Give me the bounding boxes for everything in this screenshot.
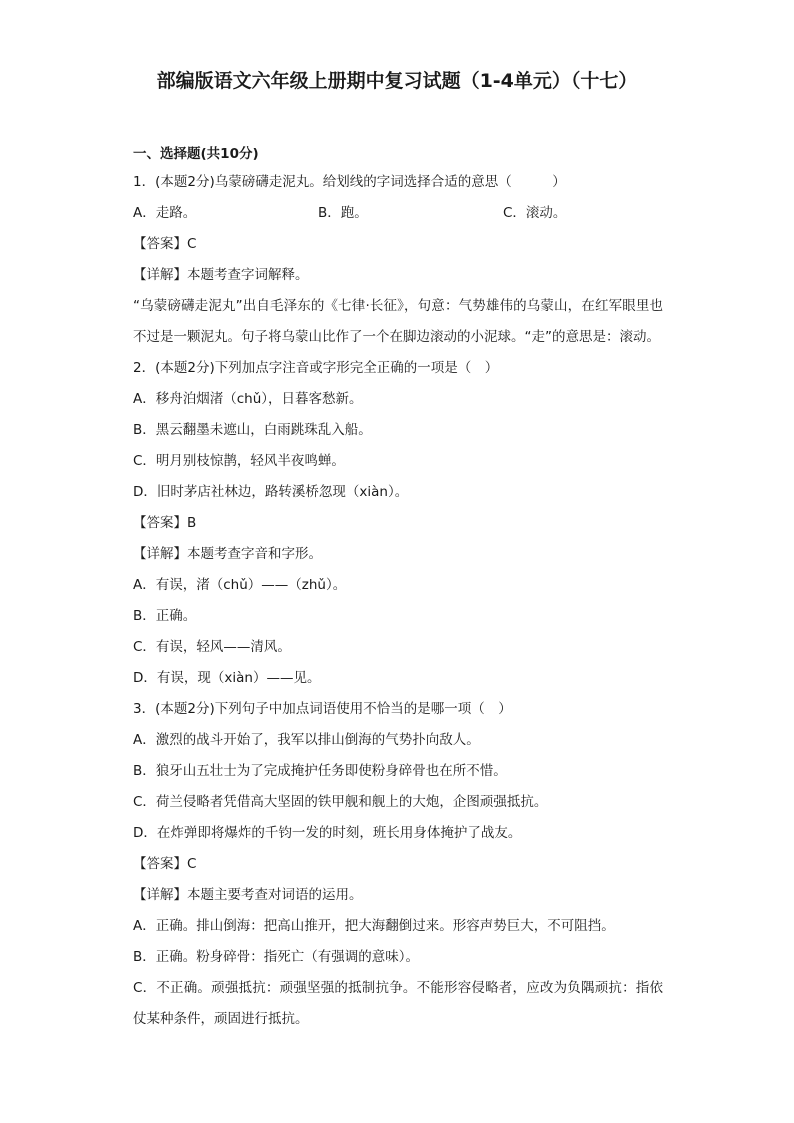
question-3-stem: 3．(本题2分)下列句子中加点词语使用不恰当的是哪一项（ ）: [133, 701, 512, 717]
option-b: B．黑云翻墨未遮山，白雨跳珠乱入船。: [133, 422, 372, 438]
document-body: [133, 141, 663, 1035]
question-3-answer: 【答案】C: [133, 856, 197, 872]
section-heading: 一、选择题(共10分): [133, 146, 259, 162]
question-1-options: [133, 198, 663, 229]
option-a: A．走路。: [133, 205, 197, 221]
detail-a: A．正确。排山倒海：把高山推开，把大海翻倒过来。形容声势巨大，不可阻挡。: [133, 918, 615, 934]
question-2-detail-heading: 【详解】本题考查字音和字形。: [133, 546, 322, 562]
page-title: 部编版语文六年级上册期中复习试题（1-4单元）（十七）: [156, 70, 638, 92]
question-3-detail-heading: 【详解】本题主要考查对词语的运用。: [133, 887, 363, 903]
detail-d: D．有误，现（xiàn）——见。: [133, 670, 321, 686]
option-d: D．在炸弹即将爆炸的千钧一发的时刻，班长用身体掩护了战友。: [133, 825, 522, 841]
option-b: B．狼牙山五壮士为了完成掩护任务即使粉身碎骨也在所不惜。: [133, 763, 507, 779]
question-1-answer: 【答案】C: [133, 236, 197, 252]
question-1-stem: 1．(本题2分)乌蒙磅礴走泥丸。给划线的字词选择合适的意思（ ）: [133, 174, 566, 190]
detail-c: C．有误，轻风——清风。: [133, 639, 291, 655]
detail-c: C．不正确。顽强抵抗：顽强坚强的抵制抗争。不能形容侵略者，应改为负隅顽抗：指依仗某种条件，顽固进行抵抗。: [133, 980, 663, 1027]
question-2-answer: 【答案】B: [133, 515, 197, 531]
option-d: D．旧时茅店社林边，路转溪桥忽现（xiàn）。: [133, 484, 409, 500]
detail-b: B．正确。粉身碎骨：指死亡（有强调的意味）。: [133, 949, 420, 965]
option-b: B．跑。: [318, 205, 368, 221]
question-2-stem: 2．(本题2分)下列加点字注音或字形完全正确的一项是（ ）: [133, 360, 499, 376]
option-a: A．移舟泊烟渚（chǔ），日暮客愁新。: [133, 391, 363, 407]
option-c: C．滚动。: [503, 205, 567, 221]
option-c: C．荷兰侵略者凭借高大坚固的铁甲舰和舰上的大炮，企图顽强抵抗。: [133, 794, 548, 810]
question-1-detail-heading: 【详解】本题考查字词解释。: [133, 267, 309, 283]
option-a: A．激烈的战斗开始了，我军以排山倒海的气势扑向敌人。: [133, 732, 480, 748]
detail-b: B．正确。: [133, 608, 197, 624]
question-1-detail-body: “乌蒙磅礴走泥丸”出自毛泽东的《七律·长征》，句意：气势雄伟的乌蒙山，在红军眼里也不过是一颗泥丸。句子将乌蒙山比作了一个在脚边滚动的小泥球。“走”的意思是：滚动。: [133, 298, 663, 345]
option-c: C．明月别枝惊鹊，轻风半夜鸣蝉。: [133, 453, 345, 469]
detail-a: A．有误，渚（chǔ）——（zhǔ）。: [133, 577, 347, 593]
